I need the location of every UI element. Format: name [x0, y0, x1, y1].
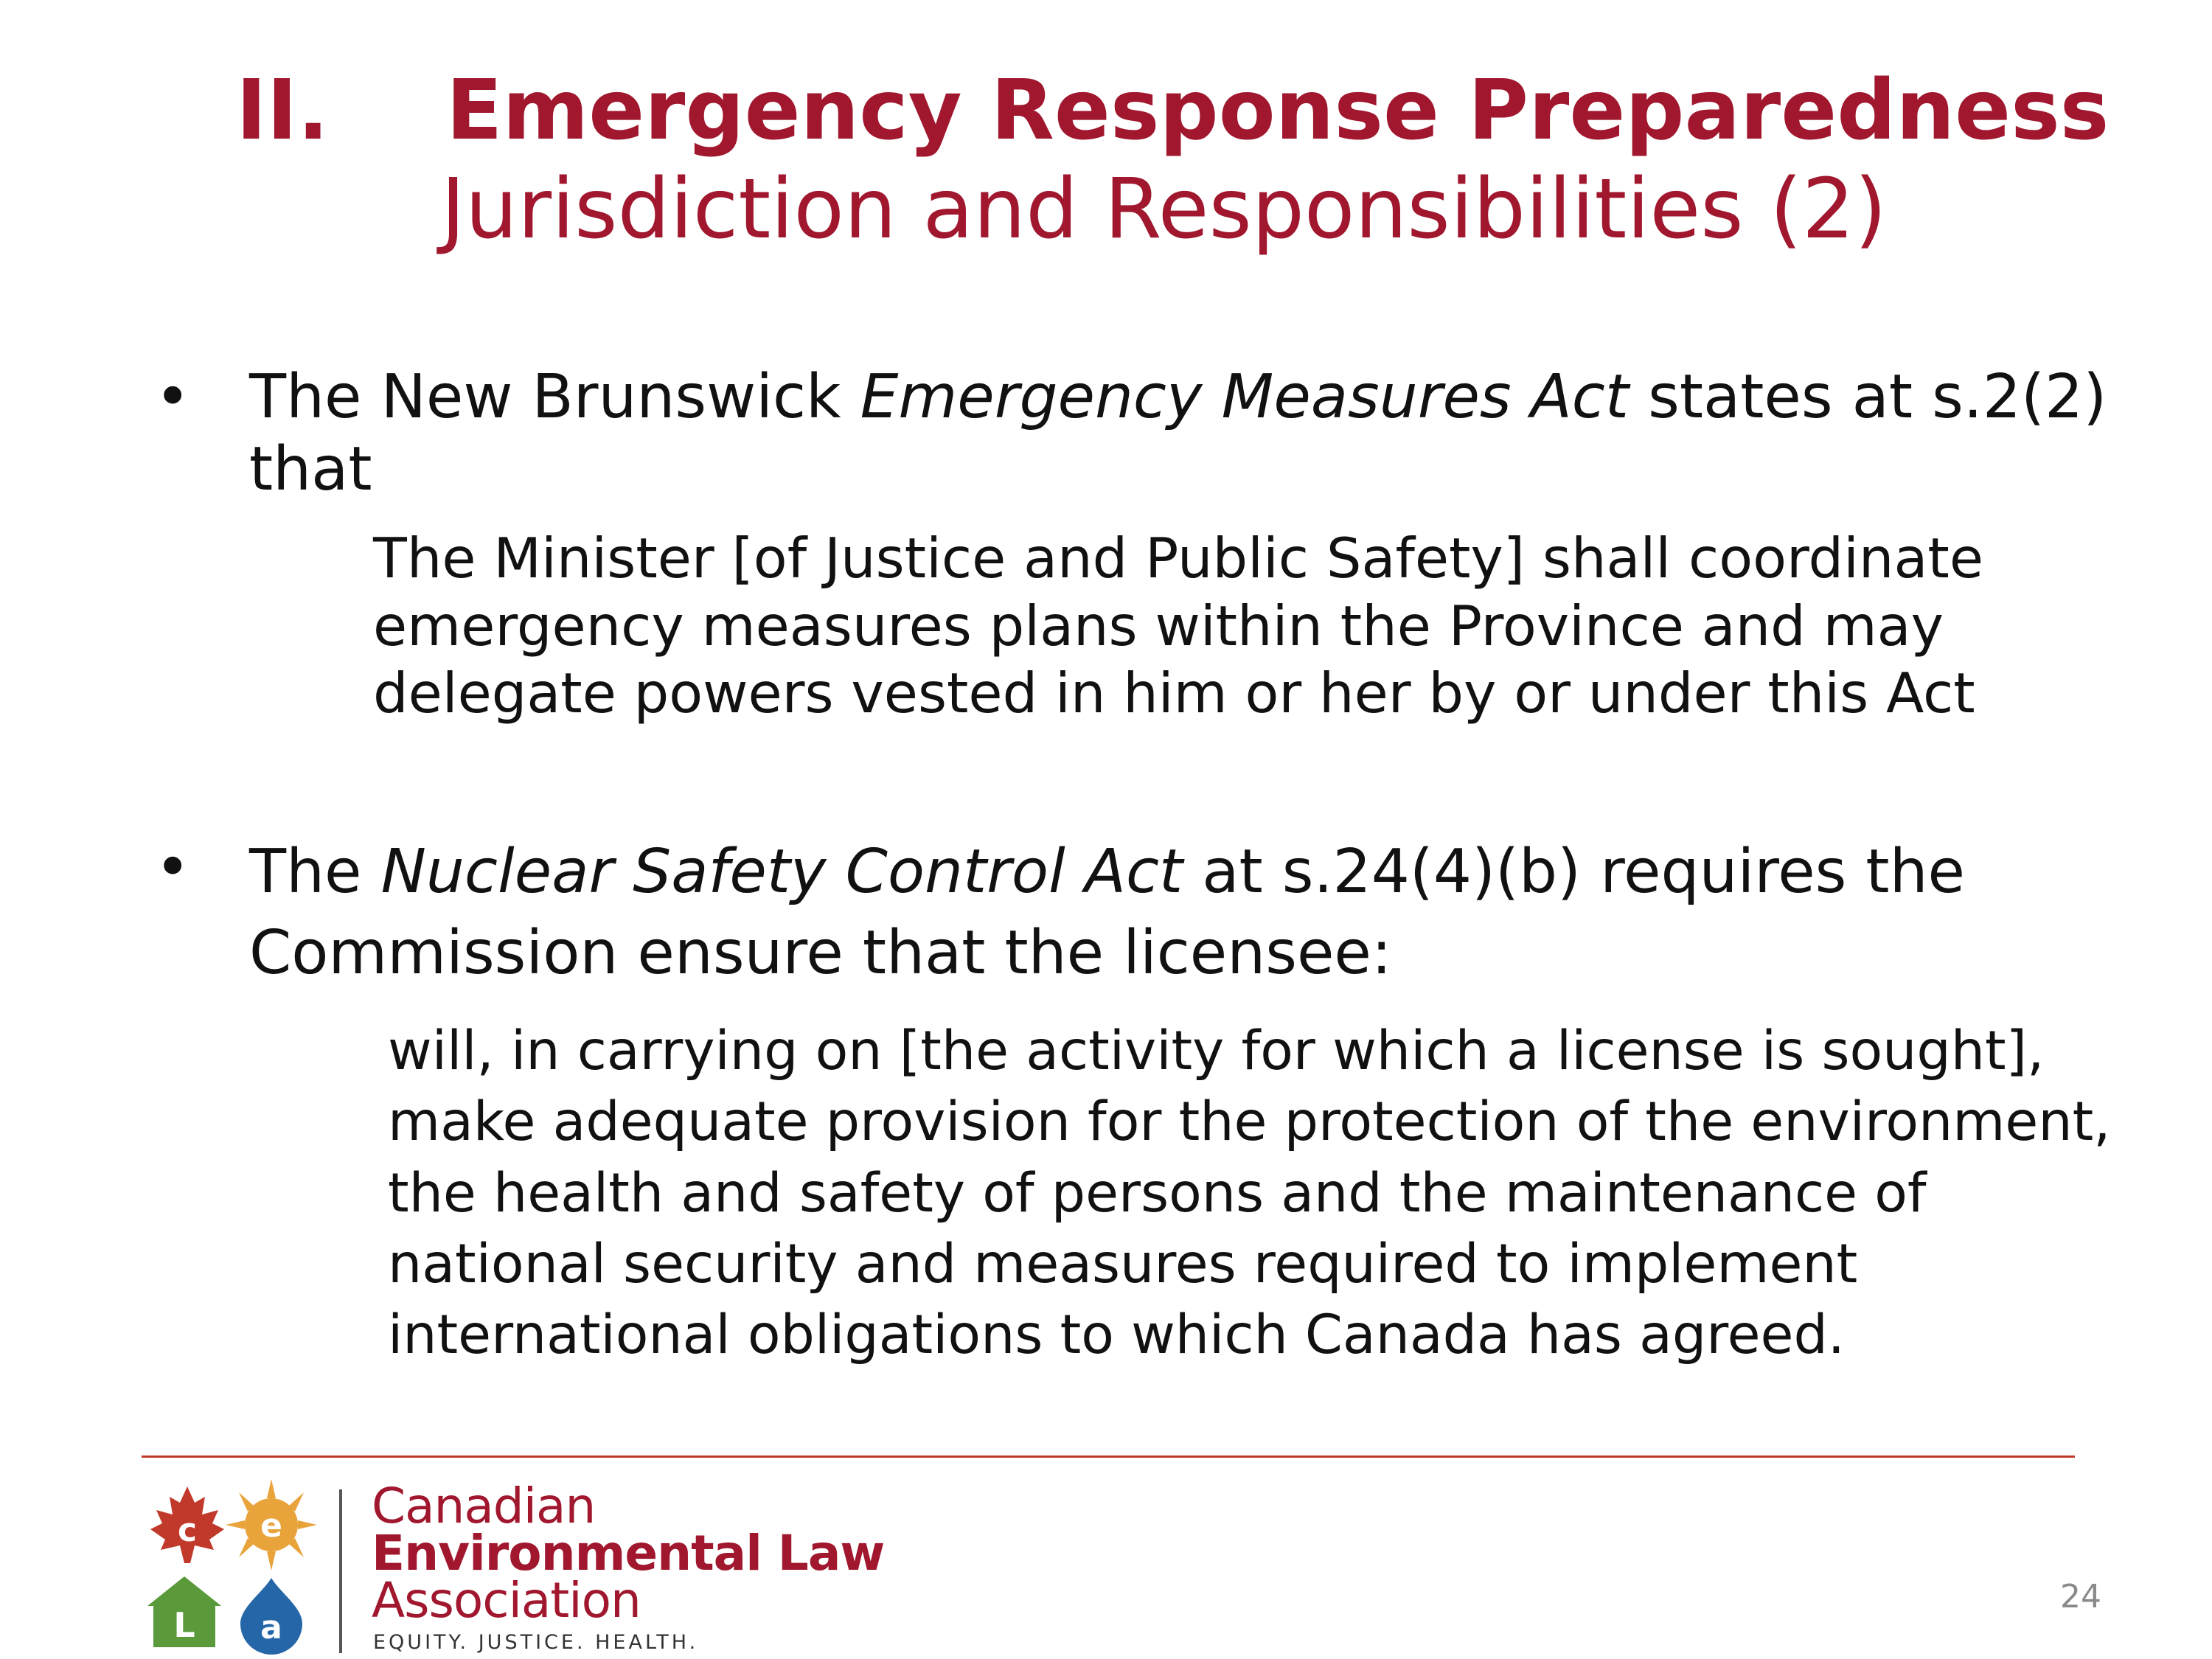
logo-text-line2: Environmental Law	[372, 1525, 885, 1582]
svg-text:L: L	[173, 1605, 195, 1645]
logo-divider	[339, 1489, 342, 1653]
section-numeral: II.	[236, 63, 329, 159]
bullet-1-act: Emergency Measures Act	[860, 362, 1630, 432]
footer-divider	[142, 1455, 2075, 1458]
logo-text-line3: Association	[372, 1572, 641, 1629]
sun-icon	[226, 1479, 317, 1571]
bullet-text-1	[249, 361, 2181, 507]
slide-title	[236, 63, 2110, 159]
title-main: Emergency Response Preparedness	[446, 63, 2110, 159]
page-number: 24	[2060, 1578, 2101, 1615]
bullet-marker-1: •	[155, 362, 191, 432]
logo-text-line1: Canadian	[372, 1478, 596, 1534]
quote-2: will, in carrying on [the activity for which a license is sought], make adequate provision for the protection of the environment, the health and safety of persons and the maintenance of national security and measures required to implement international obligations to which Canada has agreed.	[388, 1020, 2111, 1367]
svg-text:a: a	[260, 1609, 282, 1646]
house-icon	[147, 1576, 221, 1647]
bullet-marker-2: •	[155, 832, 191, 902]
bullet-2-suffix: at s.24(4)(b) requires the Commission ensure that the licensee:	[249, 837, 1965, 988]
cela-logo	[145, 1473, 885, 1658]
quote-1: The Minister [of Justice and Public Safety] shall coordinate emergency measures plans within the Province and may delegate powers vested in him or her by or under this Act	[373, 526, 1983, 726]
bullet-1-prefix: The New Brunswick	[249, 362, 860, 432]
water-drop-icon	[240, 1578, 302, 1655]
slide-subtitle: Jurisdiction and Responsibilities (2)	[441, 161, 1887, 257]
svg-text:c: c	[177, 1512, 198, 1549]
bullet-1-suffix: states at s.2(2) that	[249, 362, 2107, 505]
logo-tagline: EQUITY. JUSTICE. HEALTH.	[373, 1631, 699, 1654]
bullet-2-act: Nuclear Safety Control Act	[380, 837, 1183, 907]
bullet-text-2	[249, 832, 2093, 994]
cela-emblem-icon	[145, 1473, 321, 1658]
bullet-2-prefix: The	[249, 837, 381, 907]
svg-text:e: e	[260, 1507, 282, 1545]
maple-leaf-icon	[150, 1486, 224, 1563]
